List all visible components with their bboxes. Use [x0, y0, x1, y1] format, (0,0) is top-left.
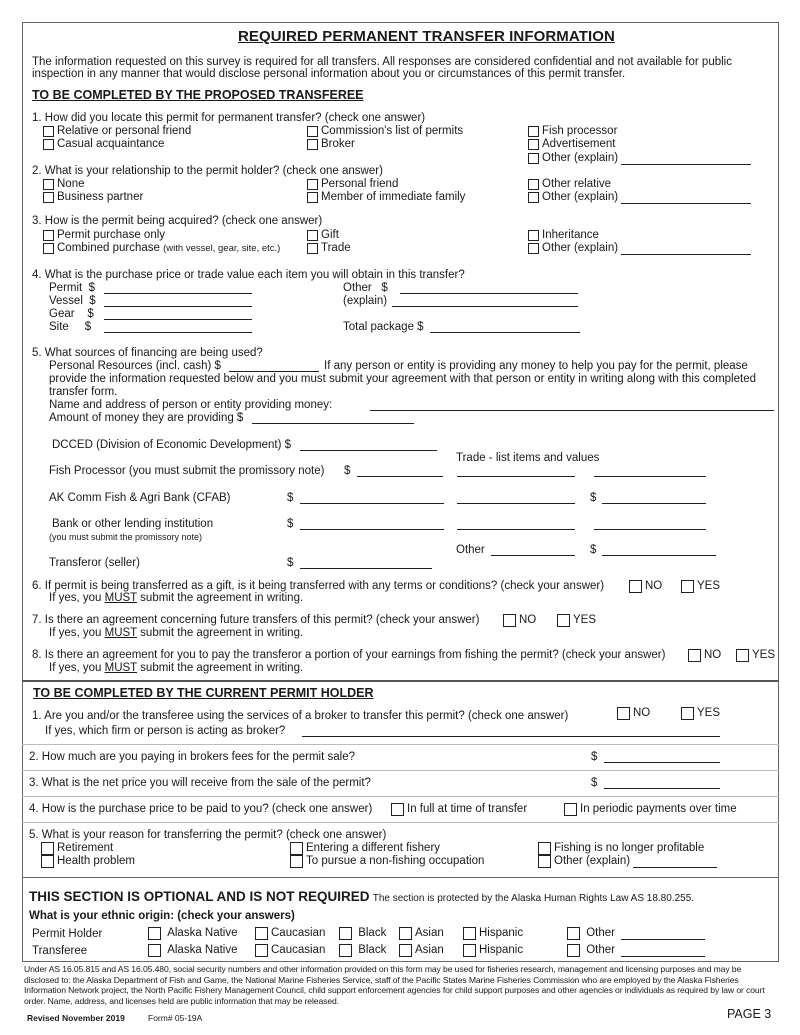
reason-other-field[interactable]	[633, 856, 717, 868]
option-label: Trade	[321, 242, 351, 254]
option-label: Gift	[321, 229, 339, 241]
option-label: YES	[573, 614, 597, 626]
other-explain-label: (explain)	[343, 295, 388, 307]
option-label: None	[57, 178, 85, 190]
financing-note: provide the information requested below and you must submit your agreement with that person or entity in writing along with this completed	[49, 373, 756, 385]
different-fishery-checkbox[interactable]	[290, 842, 303, 855]
total-package-label: Total package $	[343, 321, 424, 333]
q1-fish-processor-checkbox[interactable]	[528, 126, 539, 137]
transferee-alaska-native-checkbox[interactable]	[148, 944, 161, 957]
option-label: Health problem	[57, 855, 135, 867]
option-label: YES	[697, 580, 721, 592]
holder-alaska-native-checkbox[interactable]	[148, 927, 161, 940]
personal-resources-label: Personal Resources (incl. cash) $	[49, 360, 221, 372]
dcced-field[interactable]	[300, 439, 437, 451]
option-label: Other	[586, 927, 615, 939]
revision-date: Revised November 2019	[27, 1013, 125, 1023]
bank-label: Bank or other lending institution	[52, 518, 214, 530]
q8-question: 8. Is there an agreement for you to pay the transferor a portion of your earnings from fishing the permit? (check your answer)	[32, 649, 666, 661]
option-label: Commission's list of permits	[321, 125, 464, 137]
personal-resources-field[interactable]	[229, 360, 319, 372]
broker-yes-checkbox[interactable]	[681, 707, 694, 720]
option-label: YES	[697, 707, 721, 719]
option-label: Other (explain)	[554, 855, 631, 867]
lender-name-field[interactable]	[370, 399, 774, 411]
dollar-sign: $	[590, 492, 597, 504]
note-emphasis: MUST	[104, 592, 137, 604]
transferee-other-field[interactable]	[621, 945, 705, 957]
option-label: Relative or personal friend	[57, 125, 192, 137]
transferor-label: Transferor (seller)	[49, 557, 140, 569]
transferee-black-checkbox[interactable]	[339, 944, 352, 957]
option-label: NO	[645, 580, 663, 592]
q1-question: 1. How did you locate this permit for permanent transfer? (check one answer)	[32, 112, 426, 124]
option-label: Other (explain)	[542, 152, 619, 164]
option-label: Black	[358, 927, 387, 939]
q3-other-explain-field[interactable]	[621, 243, 751, 255]
gear-price-field[interactable]	[104, 308, 252, 320]
q3-permit-only-checkbox[interactable]	[43, 230, 54, 241]
section-divider	[22, 877, 779, 878]
dollar-sign: $	[287, 557, 294, 569]
intro-line: inspection in any manner that would disclose personal information about you or circumstances of this permit transfer.	[32, 68, 626, 80]
trade-label: Trade - list items and values	[456, 452, 600, 464]
vessel-price-field[interactable]	[104, 295, 252, 307]
option-label: Member of immediate family	[321, 191, 466, 203]
trade-other-field[interactable]	[491, 544, 575, 556]
note-text: submit the agreement in writing.	[136, 592, 304, 604]
note-text: If yes, you	[49, 592, 105, 604]
q8-no-checkbox[interactable]	[688, 649, 701, 662]
note-text: If yes, you	[49, 662, 105, 674]
broker-fees-field[interactable]	[604, 751, 720, 763]
q7-no-checkbox[interactable]	[503, 614, 516, 627]
q2-business-partner-checkbox[interactable]	[43, 192, 54, 203]
bank-field[interactable]	[300, 518, 444, 530]
row-divider	[22, 796, 779, 797]
row-divider	[22, 744, 779, 745]
dollar-sign: $	[591, 751, 598, 763]
q1-casual-checkbox[interactable]	[43, 139, 54, 150]
note-text: If yes, you	[49, 627, 105, 639]
periodic-payments-checkbox[interactable]	[564, 803, 577, 816]
trade-value-field[interactable]	[594, 465, 706, 477]
transferee-label: Transferee	[32, 945, 88, 957]
dollar-sign: $	[591, 777, 598, 789]
fish-processor-label: Fish Processor (you must submit the promissory note)	[49, 465, 325, 477]
option-label: Combined purchase	[57, 242, 160, 254]
section-divider	[22, 680, 779, 682]
option-label: Other relative	[542, 178, 612, 190]
transferee-other-checkbox[interactable]	[567, 944, 580, 957]
option-label: NO	[633, 707, 651, 719]
option-label: Personal friend	[321, 178, 399, 190]
option-label: Black	[358, 944, 387, 956]
trade-other-value-field[interactable]	[602, 544, 716, 556]
transferee-section-header: TO BE COMPLETED BY THE PROPOSED TRANSFEREE	[32, 88, 364, 102]
q2-other-explain-field[interactable]	[621, 192, 751, 204]
q1-other-checkbox[interactable]	[528, 153, 539, 164]
trade-value-field[interactable]	[594, 518, 706, 530]
dollar-sign: $	[590, 544, 597, 556]
q6-must-note	[49, 592, 303, 605]
paid-in-full-checkbox[interactable]	[391, 803, 404, 816]
retirement-checkbox[interactable]	[41, 842, 54, 855]
option-label: Entering a different fishery	[306, 842, 441, 854]
optional-header-text: THIS SECTION IS OPTIONAL AND IS NOT REQUIRED	[29, 889, 370, 904]
option-label: Business partner	[57, 191, 144, 203]
net-price-field[interactable]	[604, 777, 720, 789]
option-label: In full at time of transfer	[407, 803, 528, 815]
option-label: NO	[704, 649, 722, 661]
q4-question: 4. What is the purchase price or trade value each item you will obtain in this transfer?	[32, 269, 465, 281]
vessel-price-label: Vessel $	[49, 295, 96, 307]
holder-q4-question: 4. How is the purchase price to be paid to you? (check one answer)	[29, 803, 373, 815]
reason-other-checkbox[interactable]	[538, 855, 551, 868]
ethnic-origin-label: What is your ethnic origin: (check your answers)	[29, 910, 295, 922]
option-label: Fish processor	[542, 125, 618, 137]
option-label: Alaska Native	[167, 944, 238, 956]
trade-value-field[interactable]	[602, 492, 706, 504]
option-label: Asian	[415, 927, 444, 939]
option-note: (with vessel, gear, site, etc.)	[163, 243, 281, 254]
option-label: Caucasian	[271, 944, 326, 956]
option-label: NO	[519, 614, 537, 626]
transferee-asian-checkbox[interactable]	[399, 944, 412, 957]
holder-asian-checkbox[interactable]	[399, 927, 412, 940]
financing-note: transfer form.	[49, 386, 118, 398]
bank-note: (you must submit the promissory note)	[49, 532, 203, 542]
dollar-sign: $	[344, 465, 351, 477]
other-explain-field[interactable]	[392, 295, 578, 307]
holder-q1-question: 1. Are you and/or the transferee using the services of a broker to transfer this permit? (check one answer)	[32, 710, 569, 722]
non-fishing-occupation-checkbox[interactable]	[290, 855, 303, 868]
option-label: Other	[586, 944, 615, 956]
option-label: Inheritance	[542, 229, 599, 241]
note-text: submit the agreement in writing.	[136, 662, 304, 674]
note-emphasis: MUST	[104, 662, 137, 674]
q3-other-checkbox[interactable]	[528, 243, 539, 254]
holder-caucasian-checkbox[interactable]	[255, 927, 268, 940]
fish-processor-field[interactable]	[357, 465, 443, 477]
q3-gift-checkbox[interactable]	[307, 230, 318, 241]
other-price-label: Other $	[343, 282, 388, 294]
q3-inheritance-checkbox[interactable]	[528, 230, 539, 241]
broker-name-field[interactable]	[302, 725, 720, 737]
q1-relative-checkbox[interactable]	[43, 126, 54, 137]
option-label: Caucasian	[271, 927, 326, 939]
q8-must-note	[49, 662, 303, 675]
row-divider	[22, 770, 779, 771]
site-price-field[interactable]	[104, 321, 252, 333]
option-label: Broker	[321, 138, 355, 150]
broker-name-label: If yes, which firm or person is acting as broker?	[45, 725, 286, 737]
permit-price-label: Permit $	[49, 282, 96, 294]
holder-q5-question: 5. What is your reason for transferring the permit? (check one answer)	[29, 829, 387, 841]
q2-question: 2. What is your relationship to the permit holder? (check one answer)	[32, 165, 383, 177]
q7-yes-checkbox[interactable]	[557, 614, 570, 627]
q2-other-relative-checkbox[interactable]	[528, 179, 539, 190]
holder-other-field[interactable]	[621, 928, 705, 940]
not-profitable-checkbox[interactable]	[538, 842, 551, 855]
q1-commission-list-checkbox[interactable]	[307, 126, 318, 137]
broker-no-checkbox[interactable]	[617, 707, 630, 720]
q2-other-checkbox[interactable]	[528, 192, 539, 203]
transferor-field[interactable]	[300, 557, 432, 569]
note-text: submit the agreement in writing.	[136, 627, 304, 639]
financing-note: If any person or entity is providing any money to help you pay for the permit, please	[324, 360, 748, 372]
holder-section-header: TO BE COMPLETED BY THE CURRENT PERMIT HOLDER	[33, 686, 374, 700]
option-label: To pursue a non-fishing occupation	[306, 855, 485, 867]
optional-note: The section is protected by the Alaska Human Rights Law AS 18.80.255.	[372, 893, 695, 904]
option-label: Permit purchase only	[57, 229, 166, 241]
page-number: PAGE 3	[727, 1007, 772, 1021]
q3-question: 3. How is the permit being acquired? (check one answer)	[32, 215, 323, 227]
cfab-label: AK Comm Fish & Agri Bank (CFAB)	[49, 492, 231, 504]
lender-amount-field[interactable]	[252, 412, 414, 424]
permit-price-field[interactable]	[104, 282, 252, 294]
permit-holder-label: Permit Holder	[32, 928, 103, 940]
option-label: Casual acquaintance	[57, 138, 165, 150]
page-title: REQUIRED PERMANENT TRANSFER INFORMATION	[238, 28, 615, 45]
cfab-field[interactable]	[300, 492, 444, 504]
lender-amount-label: Amount of money they are providing $	[49, 412, 244, 424]
q3-trade-checkbox[interactable]	[307, 243, 318, 254]
holder-other-checkbox[interactable]	[567, 927, 580, 940]
q1-advertisement-checkbox[interactable]	[528, 139, 539, 150]
holder-q3-question: 3. What is the net price you will receive from the sale of the permit?	[29, 777, 371, 789]
option-label: Other (explain)	[542, 191, 619, 203]
q5-question: 5. What sources of financing are being used?	[32, 347, 263, 359]
option-label: Asian	[415, 944, 444, 956]
other-price-field[interactable]	[400, 282, 578, 294]
transferee-caucasian-checkbox[interactable]	[255, 944, 268, 957]
dollar-sign: $	[287, 518, 294, 530]
option-label: Hispanic	[479, 944, 524, 956]
form-number: Form# 05-19A	[148, 1013, 203, 1023]
q2-immediate-family-checkbox[interactable]	[307, 192, 318, 203]
total-package-field[interactable]	[430, 321, 580, 333]
q7-must-note	[49, 627, 303, 640]
gear-price-label: Gear $	[49, 308, 94, 320]
option-label: Retirement	[57, 842, 114, 854]
holder-hispanic-checkbox[interactable]	[463, 927, 476, 940]
option-label: In periodic payments over time	[580, 803, 737, 815]
trade-item-field[interactable]	[457, 465, 575, 477]
option-label: Hispanic	[479, 927, 524, 939]
health-problem-checkbox[interactable]	[41, 855, 54, 868]
row-divider	[22, 822, 779, 823]
dollar-sign: $	[287, 492, 294, 504]
trade-item-field[interactable]	[457, 492, 575, 504]
q6-yes-checkbox[interactable]	[681, 580, 694, 593]
privacy-disclaimer: Under AS 16.05.815 and AS 16.05.480, social security numbers and other information provided on this form may be used for fisheries research, management and licensing purposes and may be disclosed to: the Alaska Department of Fish and Game, the National Marine Fisheries Service, staff of the Pacific States Marine Fisheries Commission who are employed by the Alaska Fisheries Information Network project, the North Pacific Fishery Management Council, child support enforcement agencies for child support purposes and other agencies or individuals as required by law or court order. Name, address, and licenses held are public information that may be released.	[24, 964, 765, 1006]
q7-question: 7. Is there an agreement concerning future transfers of this permit? (check your answer)	[32, 614, 480, 626]
q6-question: 6. If permit is being transferred as a gift, is it being transferred with any terms or conditions? (check your answer)	[32, 580, 605, 592]
intro-line: The information requested on this survey is required for all transfers. All responses are considered confidential and not available for public	[32, 56, 732, 68]
option-label: Other (explain)	[542, 242, 619, 254]
option-label: Alaska Native	[167, 927, 238, 939]
optional-section-header	[29, 890, 694, 905]
q3-combined-checkbox[interactable]	[43, 243, 54, 254]
option-label: Fishing is no longer profitable	[554, 842, 705, 854]
q8-yes-checkbox[interactable]	[736, 649, 749, 662]
q1-other-explain-field[interactable]	[621, 153, 751, 165]
note-emphasis: MUST	[104, 627, 137, 639]
q2-none-checkbox[interactable]	[43, 179, 54, 190]
dcced-label: DCCED (Division of Economic Development) $	[52, 439, 292, 451]
trade-item-field[interactable]	[457, 518, 575, 530]
trade-other-label: Other	[456, 544, 485, 556]
q6-no-checkbox[interactable]	[629, 580, 642, 593]
lender-name-label: Name and address of person or entity providing money:	[49, 399, 333, 411]
q2-personal-friend-checkbox[interactable]	[307, 179, 318, 190]
option-label: YES	[752, 649, 776, 661]
holder-black-checkbox[interactable]	[339, 927, 352, 940]
q1-broker-checkbox[interactable]	[307, 139, 318, 150]
holder-q2-question: 2. How much are you paying in brokers fees for the permit sale?	[29, 751, 355, 763]
option-label: Advertisement	[542, 138, 616, 150]
transferee-hispanic-checkbox[interactable]	[463, 944, 476, 957]
site-price-label: Site $	[49, 321, 92, 333]
